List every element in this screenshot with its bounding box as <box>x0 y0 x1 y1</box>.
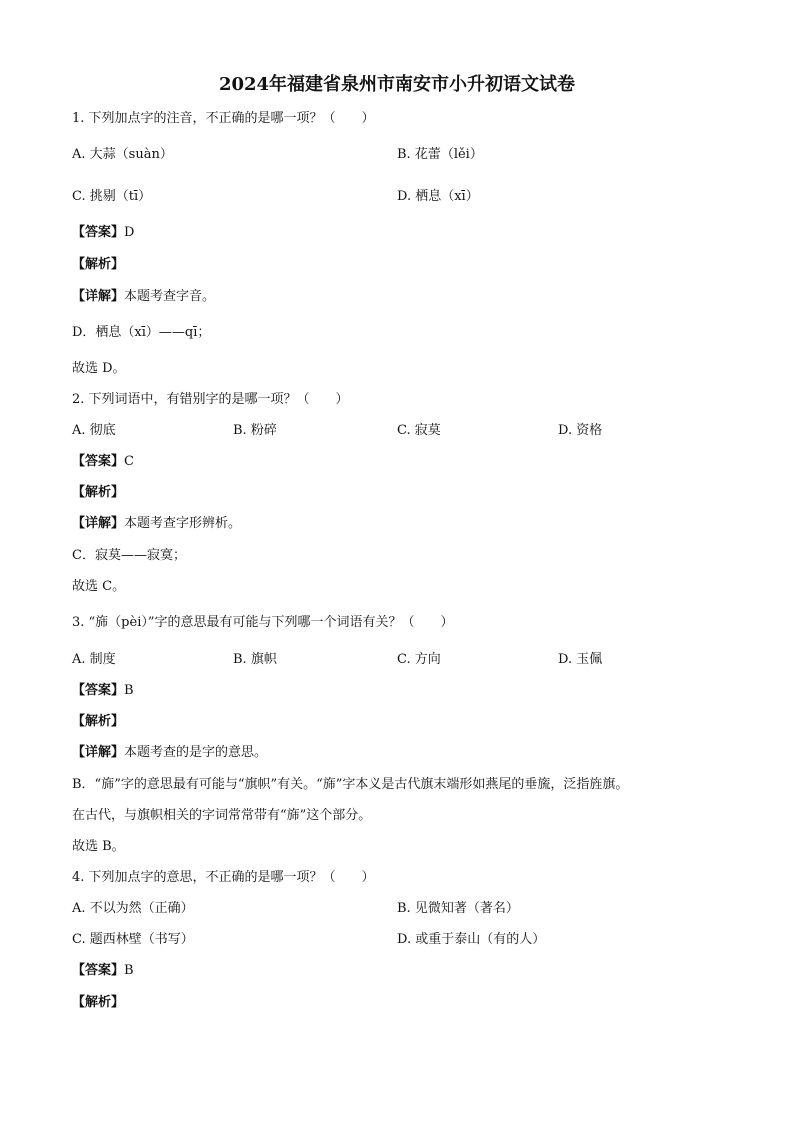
q1-detail <box>72 289 215 305</box>
detail-text: 本题考查字音。 <box>124 289 216 304</box>
q2-option-a: A. 彻底 <box>72 423 116 438</box>
question-3-stem: 3. “旆（pèi）”字的意思最有可能与下列哪一个词语有关？（ ） <box>72 615 454 630</box>
q2-option-d: D. 资格 <box>558 423 603 438</box>
q3-answer <box>72 683 134 699</box>
q3-detail <box>72 745 267 761</box>
answer-tag: 【答案】 <box>72 225 125 240</box>
q4-option-a: A. 不以为然（正确） <box>72 901 194 916</box>
detail-text: 本题考查的是字的意思。 <box>124 745 268 760</box>
answer-value: C <box>124 454 134 469</box>
q1-analysis-tag: 【解析】 <box>72 257 125 272</box>
answer-tag: 【答案】 <box>72 683 125 698</box>
q4-answer <box>72 963 134 979</box>
q3-option-a: A. 制度 <box>72 652 116 667</box>
q3-analysis-tag: 【解析】 <box>72 714 125 729</box>
answer-value: B <box>124 963 134 978</box>
q1-conclusion: 故选 D。 <box>72 361 126 376</box>
q2-option-b: B. 粉碎 <box>233 423 277 438</box>
q4-option-c: C. 题西林壁（书写） <box>72 932 194 947</box>
detail-text: 本题考查字形辨析。 <box>124 516 242 531</box>
q3-option-c: C. 方向 <box>397 652 441 667</box>
q3-option-b: B. 旗帜 <box>233 652 277 667</box>
q3-explain-1: B．“旆”字的意思最有可能与“旗帜”有关。“旆”字本义是古代旗末端形如燕尾的垂旒，泛指旌旗。 <box>72 777 629 792</box>
question-4-stem: 4. 下列加点字的意思，不正确的是哪一项？（ ） <box>72 870 375 885</box>
q4-option-b: B. 见微知著（著名） <box>397 901 519 916</box>
q1-option-b: B. 花蕾（lěi） <box>397 147 483 162</box>
question-1-stem: 1. 下列加点字的注音，不正确的是哪一项？（ ） <box>72 111 375 126</box>
detail-tag: 【详解】 <box>72 289 125 304</box>
q2-answer <box>72 454 134 470</box>
q3-conclusion: 故选 B。 <box>72 839 125 854</box>
answer-value: B <box>124 683 134 698</box>
answer-value: D <box>124 225 135 240</box>
q4-analysis-tag: 【解析】 <box>72 995 125 1010</box>
q2-analysis-tag: 【解析】 <box>72 485 125 500</box>
q1-option-c: C. 挑剔（tī） <box>72 189 152 204</box>
q1-option-a: A. 大蒜（suàn） <box>72 147 173 162</box>
detail-tag: 【详解】 <box>72 516 125 531</box>
q4-option-d: D. 或重于泰山（有的人） <box>397 932 546 947</box>
q2-explain: C．寂莫——寂寞； <box>72 548 186 563</box>
q1-option-d: D. 栖息（xī） <box>397 189 479 204</box>
q2-option-c: C. 寂莫 <box>397 423 441 438</box>
q2-conclusion: 故选 C。 <box>72 579 126 594</box>
q2-detail <box>72 516 241 532</box>
q1-answer <box>72 225 134 241</box>
answer-tag: 【答案】 <box>72 963 125 978</box>
detail-tag: 【详解】 <box>72 745 125 760</box>
page-title: 2024年福建省泉州市南安市小升初语文试卷 <box>218 74 576 95</box>
answer-tag: 【答案】 <box>72 454 125 469</box>
q3-option-d: D. 玉佩 <box>558 652 603 667</box>
q1-explain: D．栖息（xī）——qī； <box>72 325 211 340</box>
q3-explain-2: 在古代，与旗帜相关的字词常常带有“旆”这个部分。 <box>72 808 372 823</box>
question-2-stem: 2. 下列词语中，有错别字的是哪一项？（ ） <box>72 392 349 407</box>
